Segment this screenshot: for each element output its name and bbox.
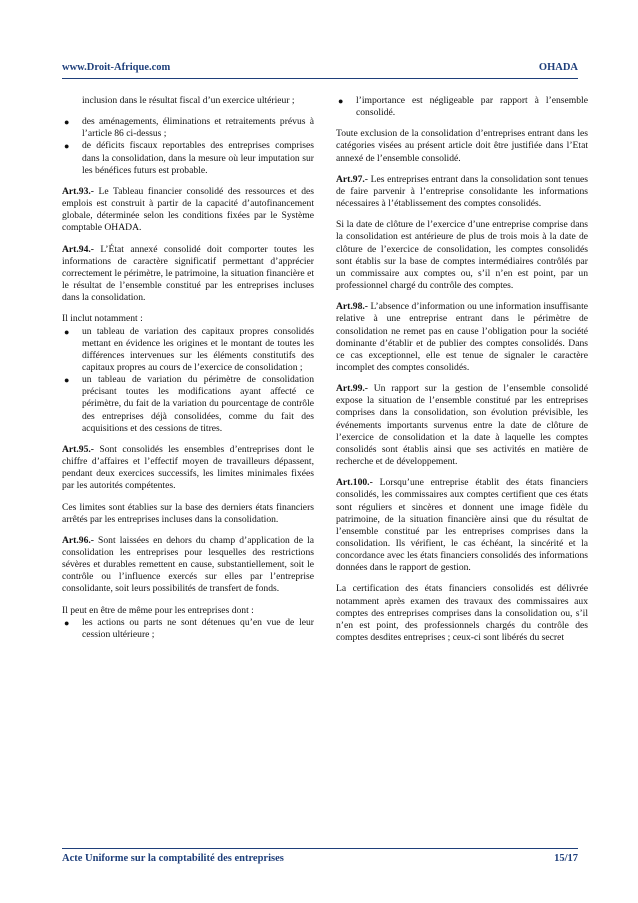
bullet-list bbox=[62, 116, 314, 177]
bullet-icon: ● bbox=[64, 326, 70, 337]
paragraph: Toute exclusion de la consolidation d’entreprises entrant dans les catégories visées au présent article doit être justifiée dans l’Etat annexé de l’ensemble consolidé. bbox=[336, 128, 588, 164]
header-org: OHADA bbox=[538, 62, 578, 73]
article-label: Art.93.- bbox=[62, 185, 94, 197]
article-label: Art.100.- bbox=[336, 477, 373, 489]
article-label: Art.95.- bbox=[62, 443, 94, 455]
continued-item: inclusion dans le résultat fiscal d’un exercice ultérieur ; bbox=[82, 95, 295, 106]
bullet-list bbox=[62, 617, 314, 641]
bullet-list bbox=[336, 95, 588, 119]
bullet-icon: ● bbox=[64, 141, 70, 152]
bullet-icon: ● bbox=[338, 96, 344, 106]
list-item: ● les actions ou parts ne sont détenues qu’en vue de leur cession ultérieure ; bbox=[64, 616, 314, 640]
paragraph: La certification des états financiers consolidés est délivrée notamment après examen des travaux des commissaires aux comptes des entreprises comprises dans la consolidation ou, s’il n’en est point, des professionnels chargés du contrôle des comptes desdites entreprises ; ceux-ci sont libérés du secret bbox=[336, 583, 588, 644]
article-label: Art.94.- bbox=[62, 243, 94, 255]
list-item: ● des aménagements, éliminations et retraitements prévus à l’article 86 ci-dessus ; bbox=[64, 116, 314, 140]
page-number: 15/17 bbox=[554, 853, 578, 864]
left-column bbox=[62, 95, 314, 650]
list-item: ● un tableau de variation du périmètre de consolidation précisant toutes les modifications ayant affecté ce périmètre, du fait de la variation du pourcentage de contrôle des entreprises déjà consolidées, comme du fait des acquisitions et des cessions de titres. bbox=[64, 374, 314, 434]
article-96: Art.96.- Sont laissées en dehors du champ d’application de la consolidation les entreprises pour lesquelles des restrictions sévères et durables remettent en cause, substantiellement, soit le contrôle ou l’influence exercés sur elles par l’entreprise consolidante, soit leurs possibilités de transfert de fonds. bbox=[62, 534, 314, 595]
article-99: Art.99.- Un rapport sur la gestion de l’ensemble consolidé expose la situation de l’ensemble constitué par les entreprises comprises dans la consolidation, son évolution prévisible, les événements importants survenus entre la date de clôture de l’exercice de consolidation et la date à laquelle les comptes consolidés sont établis ainsi que ses activités en matière de recherche et de développement. bbox=[336, 383, 588, 468]
bullet-icon: ● bbox=[64, 617, 70, 628]
paragraph: Il peut en être de même pour les entreprises dont : bbox=[62, 604, 254, 616]
article-label: Art.96.- bbox=[62, 534, 94, 546]
header-site: www.Droit-Afrique.com bbox=[62, 62, 171, 73]
article-100: Art.100.- Lorsqu’une entreprise établit des états financiers consolidés, les commissaires aux comptes certifient que ces états sont réguliers et sincères et donnent une image fidèle du patrimoine, de la situation financière ainsi que du résultat de l’ensemble constitué par les entreprises comprises dans la consolidation. Ils vérifient, le cas échéant, la sincérité et la concordance avec les états financiers consolidés des informations données dans le rapport de gestion. bbox=[336, 477, 588, 574]
page-footer bbox=[62, 848, 578, 865]
paragraph: Ces limites sont établies sur la base des derniers états financiers arrêtés par les entreprises incluses dans la consolidation. bbox=[62, 501, 314, 525]
footer-title: Acte Uniforme sur la comptabilité des entreprises bbox=[62, 853, 284, 864]
bullet-icon: ● bbox=[64, 375, 70, 386]
list-item: ● l’importance est négligeable par rapport à l’ensemble consolidé. bbox=[338, 95, 588, 119]
article-94: Art.94.- L’État annexé consolidé doit comporter toutes les informations de caractère significatif permettant d’apprécier correctement le périmètre, le patrimoine, la situation financière et le résultat de l’ensemble constitué par les entreprises incluses dans la consolidation. bbox=[62, 243, 314, 304]
article-label: Art.97.- bbox=[336, 173, 368, 185]
article-98: Art.98.- L’absence d’information ou une information insuffisante relative à une entreprise entrant dans le périmètre de consolidation ne remet pas en cause l’obligation pour la société dominante d’établir et de publier des comptes consolidés. Dans ce cas exceptionnel, elle est tenue de signaler le caractère incomplet des comptes consolidés. bbox=[336, 301, 588, 373]
article-97: Art.97.- Les entreprises entrant dans la consolidation sont tenues de faire parvenir à l’entreprise consolidante les informations nécessaires à l’établissement des comptes consolidés. bbox=[336, 173, 588, 210]
paragraph: Il inclut notamment : bbox=[62, 313, 143, 325]
bullet-list bbox=[62, 326, 314, 435]
article-label: Art.99.- bbox=[336, 383, 368, 395]
bullet-icon: ● bbox=[64, 117, 70, 128]
list-item: ● de déficits fiscaux reportables des entreprises comprises dans la consolidation, dans la mesure où leur imputation sur les bénéfices futurs est probable. bbox=[64, 140, 314, 176]
paragraph: Si la date de clôture de l’exercice d’une entreprise comprise dans la consolidation est antérieure de plus de trois mois à la date de clôture de l’exercice de consolidation, les comptes consolidés sont établis sur la base de comptes intermédiaires contrôlés par un commissaire aux comptes ou, s’il n’en est point, par un professionnel chargé du contrôle des comptes. bbox=[336, 219, 588, 292]
article-label: Art.98.- bbox=[336, 301, 368, 313]
right-column bbox=[336, 95, 588, 653]
article-93: Art.93.- Le Tableau financier consolidé des ressources et des emplois est construit à partir de la capacité d’autofinancement globale, déterminée selon les conditions fixées par le Système comptable OHADA. bbox=[62, 185, 314, 234]
list-item: ● un tableau de variation des capitaux propres consolidés mettant en évidence les origines et le montant de toutes les différences intervenues sur les éléments constitutifs des capitaux propres au cours de l’exercice de consolidation ; bbox=[64, 325, 314, 373]
article-95: Art.95.- Sont consolidés les ensembles d’entreprises dont le chiffre d’affaires et l’effectif moyen de travailleurs dépassent, pendant deux exercices successifs, les limites minimales fixées par les autorités compétentes. bbox=[62, 443, 314, 492]
page-header bbox=[62, 58, 578, 79]
